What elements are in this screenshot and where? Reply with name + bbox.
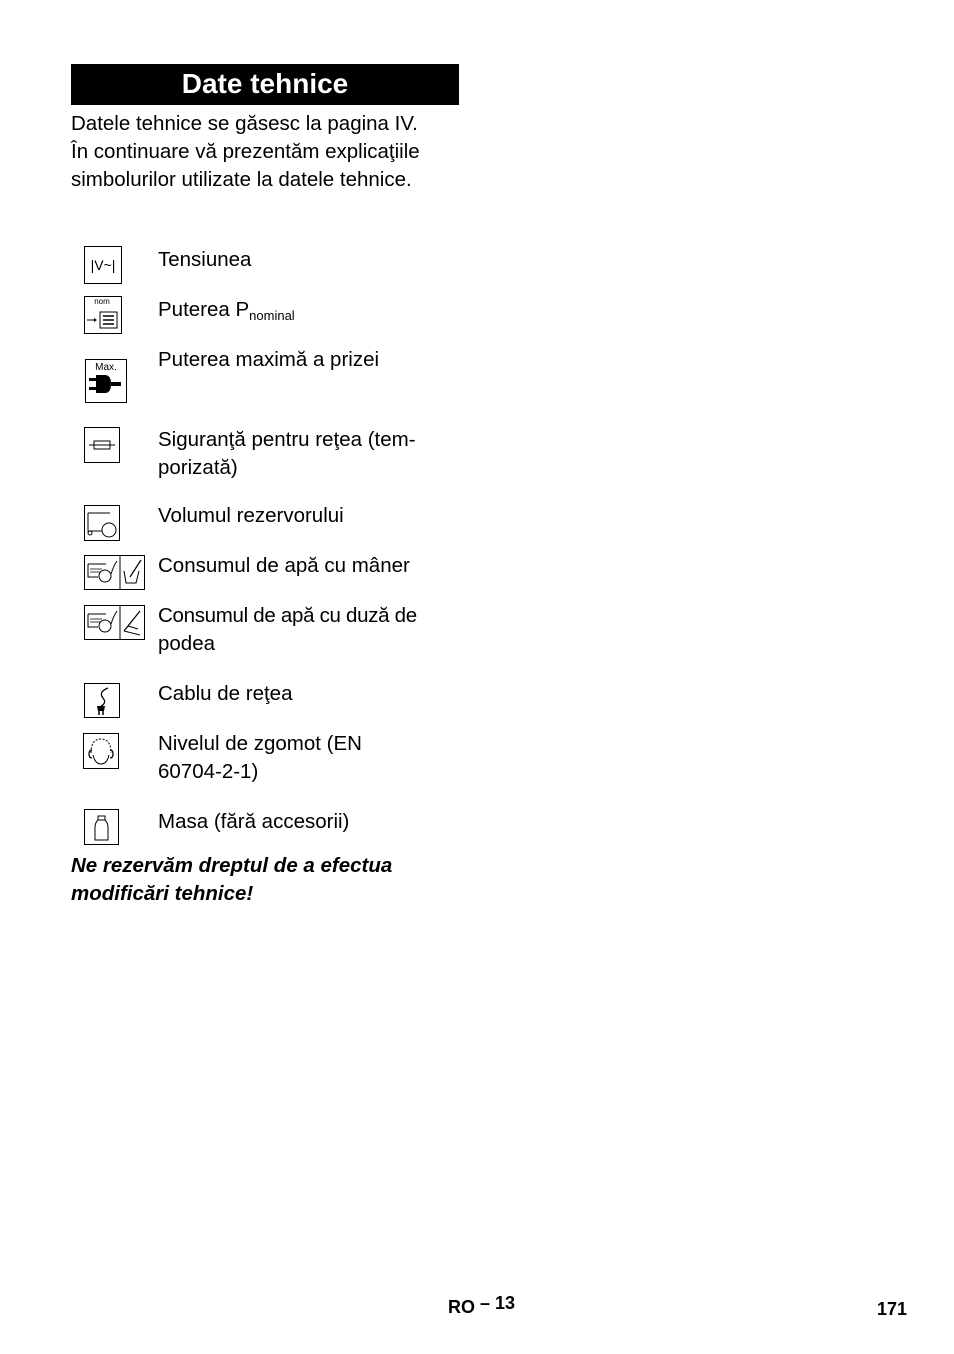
- fuse-label-line: Siguranţă pentru reţea (tem-: [158, 428, 416, 451]
- noise-level-icon: [83, 733, 119, 769]
- intro-paragraph: [71, 110, 466, 194]
- fuse-label: [158, 426, 458, 482]
- noise-level-label: [158, 730, 458, 786]
- weight-icon: [84, 809, 119, 845]
- footer-language: RO: [448, 1297, 475, 1317]
- intro-line: În continuare vă prezentăm explicaţiile: [71, 140, 420, 163]
- section-heading: Date tehnice: [71, 64, 459, 105]
- svg-text:nom: nom: [94, 297, 110, 306]
- noise-label-line: 60704-2-1): [158, 760, 259, 783]
- power-label-main: Puterea P: [158, 298, 250, 321]
- fuse-icon: [84, 427, 120, 463]
- voltage-icon: [84, 246, 122, 284]
- water-floor-label-line: Consumul de apă cu duză de: [158, 604, 417, 627]
- disclaimer-note: [71, 852, 466, 908]
- power-cable-icon: [84, 683, 120, 718]
- power-cable-label: Cablu de reţea: [158, 682, 293, 705]
- water-handle-label: Consumul de apă cu mâner: [158, 554, 410, 577]
- power-nominal-icon: [84, 296, 122, 334]
- note-line: modificări tehnice!: [71, 882, 254, 905]
- footer-section-marker: [448, 1293, 516, 1318]
- voltage-label: Tensiunea: [158, 248, 252, 271]
- weight-label: Masa (fără accesorii): [158, 810, 350, 833]
- water-floor-nozzle-label: [158, 602, 458, 658]
- tank-label: Volumul rezervorului: [158, 504, 344, 527]
- svg-text:|V~|: |V~|: [90, 257, 116, 273]
- max-plug-power-label: Puterea maximă a prizei: [158, 348, 380, 371]
- power-label-sub: nominal: [249, 308, 295, 323]
- fuse-label-line: porizată): [158, 456, 238, 479]
- water-handle-icon: [84, 555, 145, 590]
- water-floor-label-line: podea: [158, 632, 216, 655]
- svg-text:Max.: Max.: [95, 362, 117, 373]
- page-number: 171: [877, 1299, 908, 1319]
- footer-section-page: – 13: [480, 1293, 516, 1313]
- power-nominal-label: [158, 296, 458, 330]
- water-floor-nozzle-icon: [84, 605, 145, 640]
- tank-icon: [84, 505, 120, 541]
- intro-line: Datele tehnice se găsesc la pagina IV.: [71, 112, 418, 135]
- note-line: Ne rezervăm dreptul de a efectua: [71, 854, 393, 877]
- max-plug-power-icon: [85, 359, 127, 403]
- noise-label-line: Nivelul de zgomot (EN: [158, 732, 362, 755]
- intro-line: simbolurilor utilizate la datele tehnice.: [71, 168, 412, 191]
